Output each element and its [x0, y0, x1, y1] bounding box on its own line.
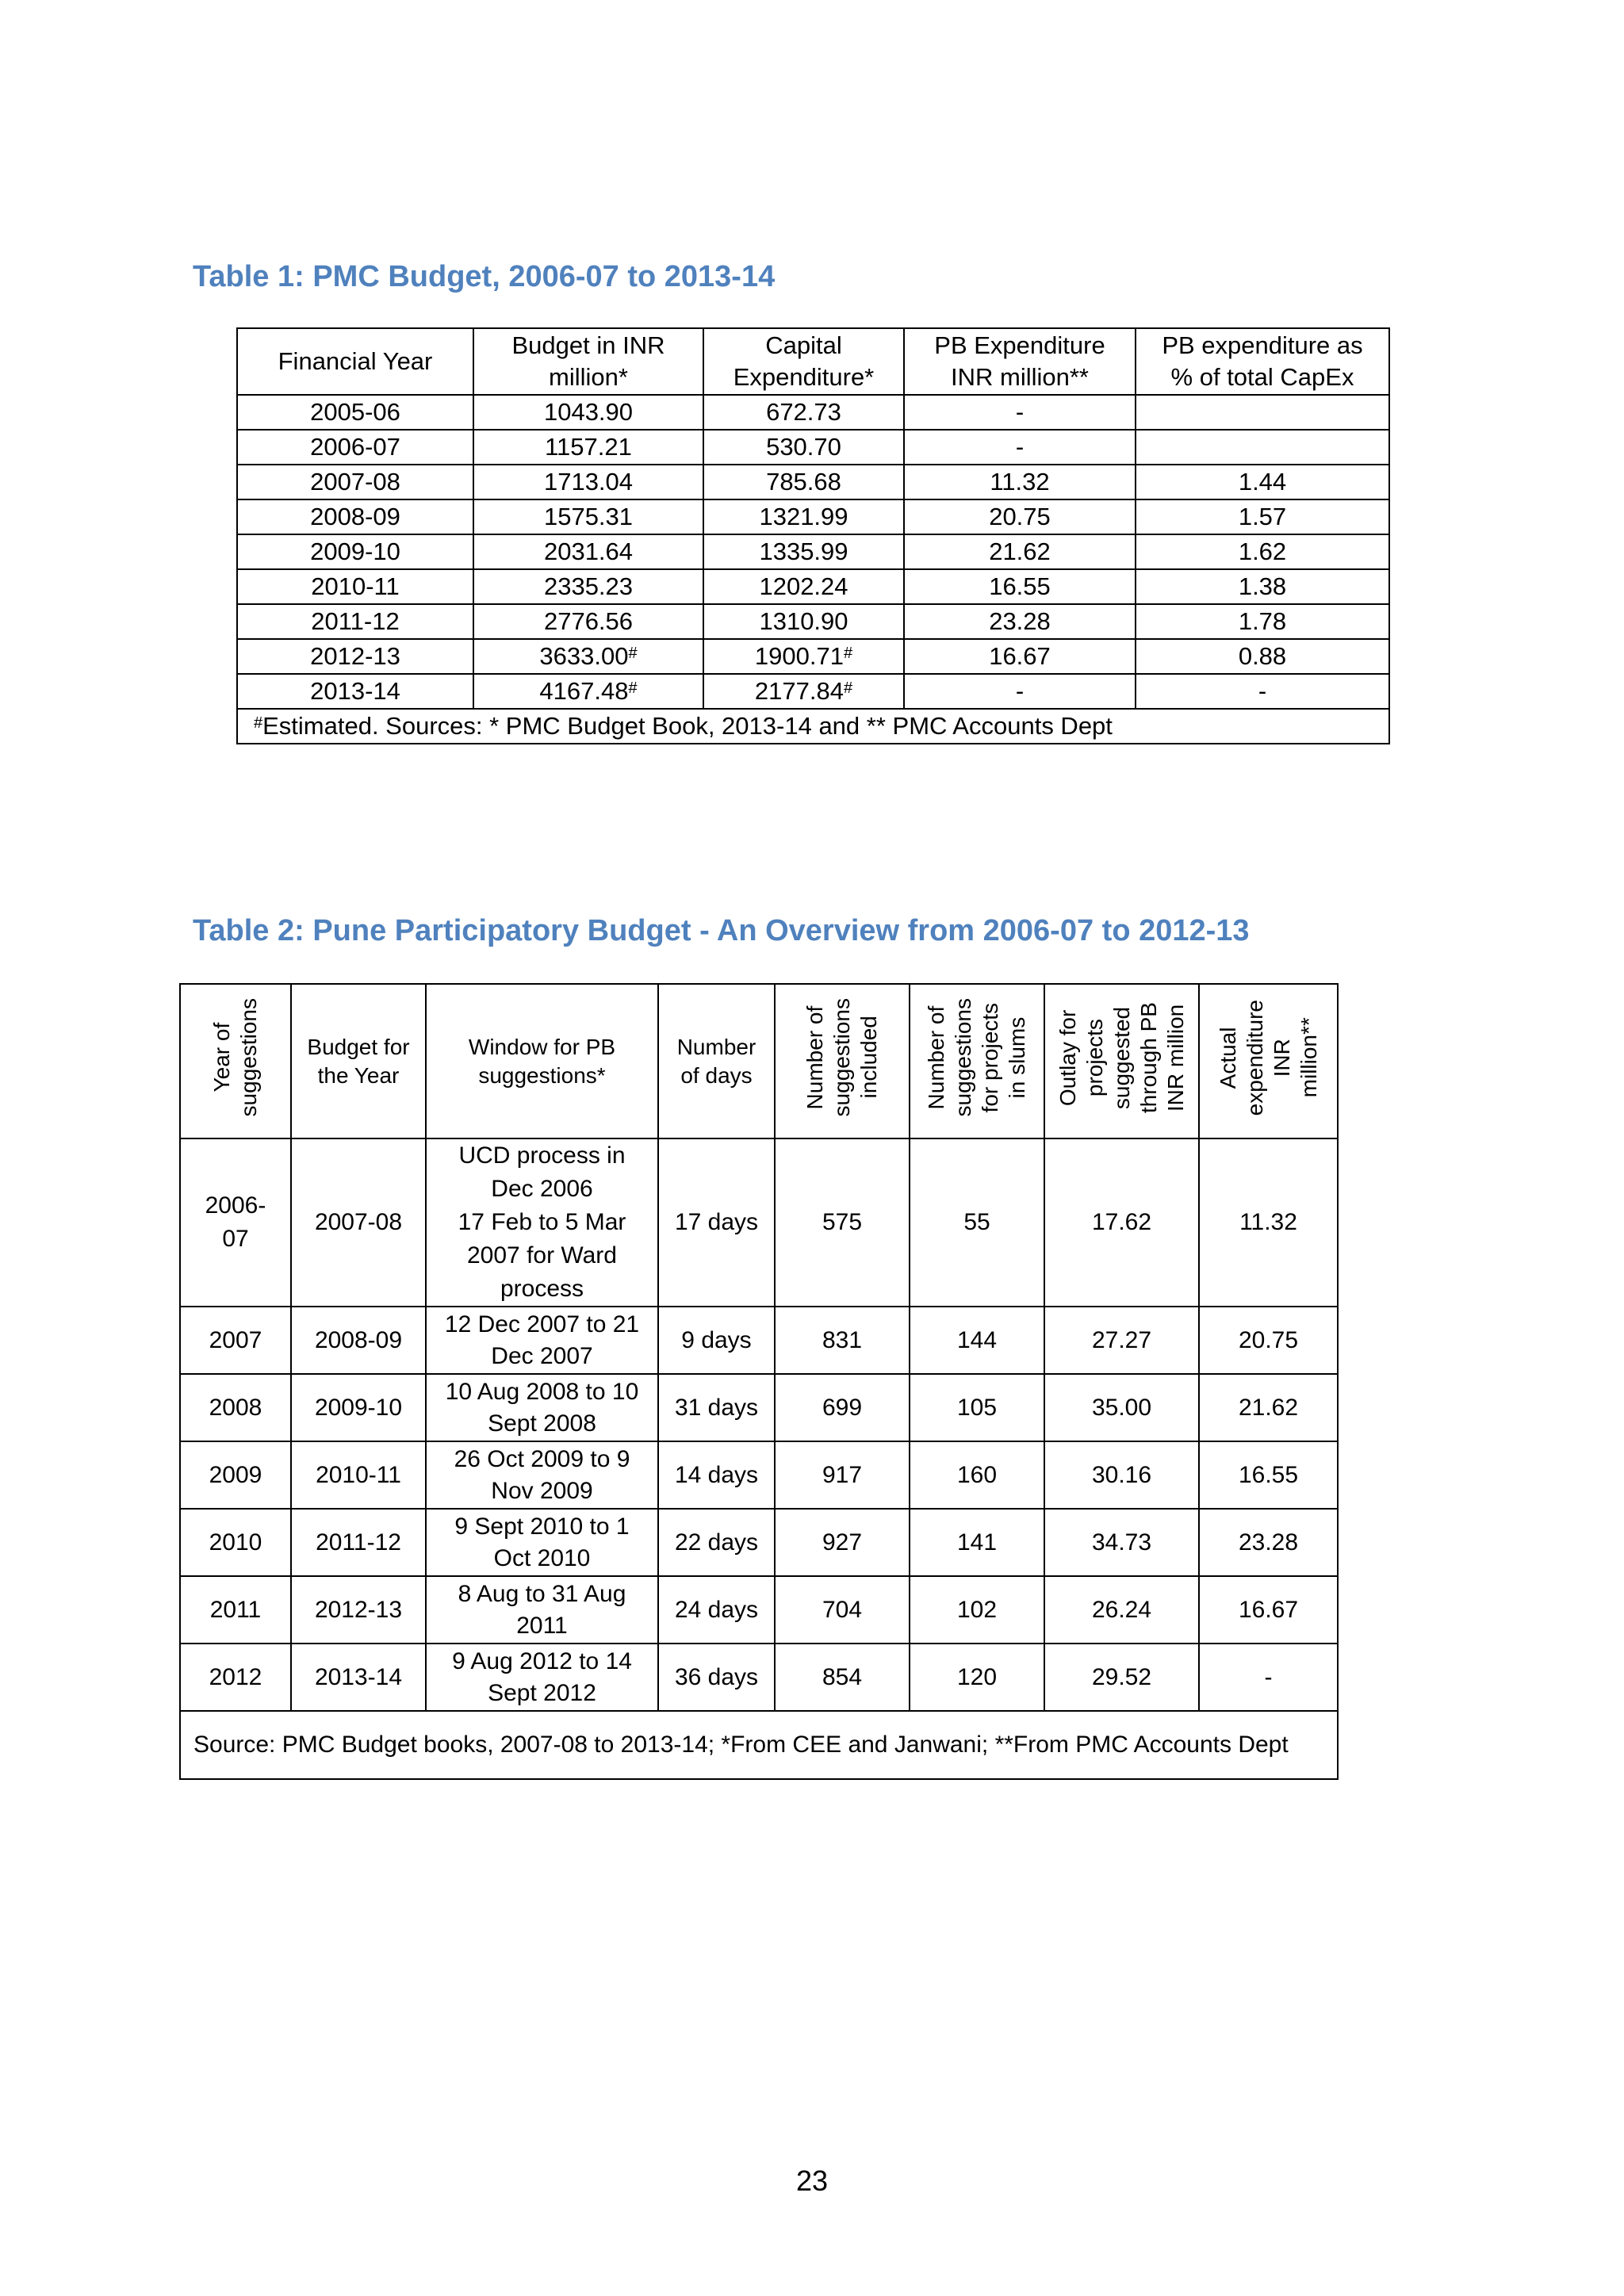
cell-slums: 141 [910, 1509, 1044, 1576]
cell-budget: 2031.64 [473, 534, 703, 569]
cell-pct: 1.38 [1136, 569, 1389, 604]
participatory-budget-table [179, 983, 1339, 1780]
table-row [180, 1307, 1338, 1374]
cell-actual: - [1199, 1644, 1338, 1711]
pmc-budget-table [236, 327, 1390, 744]
cell-window: 9 Aug 2012 to 14 Sept 2012 [426, 1644, 658, 1711]
cell-budget: 2335.23 [473, 569, 703, 604]
cell-slums: 144 [910, 1307, 1044, 1374]
header-capex: Capital Expenditure* [703, 328, 904, 395]
table-row [180, 1138, 1338, 1307]
cell-slums: 160 [910, 1441, 1044, 1509]
header-pb-expenditure: PB Expenditure INR million** [904, 328, 1136, 395]
cell-actual: 23.28 [1199, 1509, 1338, 1576]
cell-year: 2012-13 [237, 639, 473, 674]
cell-slums: 105 [910, 1374, 1044, 1441]
cell-included: 854 [775, 1644, 910, 1711]
cell-capex: 2177.84# [703, 674, 904, 709]
cell-pb: 20.75 [904, 499, 1136, 534]
cell-budget: 3633.00# [473, 639, 703, 674]
cell-window: UCD process in Dec 2006 17 Feb to 5 Mar 2007 for Ward process [426, 1138, 658, 1307]
table1-source-note: #Estimated. Sources: * PMC Budget Book, 2013-14 and ** PMC Accounts Dept [237, 709, 1389, 744]
cell-budget-year: 2012-13 [291, 1576, 426, 1644]
cell-outlay: 34.73 [1044, 1509, 1199, 1576]
header-budget: Budget in INR million* [473, 328, 703, 395]
table-row [237, 639, 1389, 674]
cell-outlay: 27.27 [1044, 1307, 1199, 1374]
cell-year: 2011-12 [237, 604, 473, 639]
cell-window: 8 Aug to 31 Aug 2011 [426, 1576, 658, 1644]
cell-capex: 1335.99 [703, 534, 904, 569]
header-outlay: Outlay for projects suggested through PB INR million [1044, 984, 1199, 1138]
estimate-mark: # [843, 645, 853, 662]
cell-budget: 1575.31 [473, 499, 703, 534]
cell-actual: 20.75 [1199, 1307, 1338, 1374]
table-row [180, 1374, 1338, 1441]
cell-year: 2009 [180, 1441, 291, 1509]
cell-capex: 785.68 [703, 465, 904, 499]
cell-outlay: 26.24 [1044, 1576, 1199, 1644]
estimate-mark: # [628, 679, 638, 697]
header-suggestions-slums: Number of suggestions for projects in slums [910, 984, 1044, 1138]
cell-included: 575 [775, 1138, 910, 1307]
cell-included: 831 [775, 1307, 910, 1374]
cell-pb: 11.32 [904, 465, 1136, 499]
cell-days: 22 days [658, 1509, 775, 1576]
header-number-of-days: Number of days [658, 984, 775, 1138]
header-actual-expenditure: Actual expenditure INR million** [1199, 984, 1338, 1138]
cell-pb: 16.55 [904, 569, 1136, 604]
cell-year: 2010 [180, 1509, 291, 1576]
table2-title: Table 2: Pune Participatory Budget - An Overview from 2006-07 to 2012-13 [193, 914, 1250, 947]
cell-pb: 16.67 [904, 639, 1136, 674]
cell-year: 2011 [180, 1576, 291, 1644]
cell-outlay: 29.52 [1044, 1644, 1199, 1711]
cell-budget-year: 2008-09 [291, 1307, 426, 1374]
cell-slums: 102 [910, 1576, 1044, 1644]
cell-year: 2008-09 [237, 499, 473, 534]
cell-budget: 1713.04 [473, 465, 703, 499]
table2-header-row [180, 984, 1338, 1138]
cell-included: 704 [775, 1576, 910, 1644]
cell-pct [1136, 430, 1389, 465]
cell-pb: - [904, 395, 1136, 430]
cell-days: 36 days [658, 1644, 775, 1711]
cell-days: 17 days [658, 1138, 775, 1307]
cell-year: 2008 [180, 1374, 291, 1441]
cell-budget: 1157.21 [473, 430, 703, 465]
cell-budget-year: 2011-12 [291, 1509, 426, 1576]
cell-capex: 1310.90 [703, 604, 904, 639]
cell-window: 12 Dec 2007 to 21 Dec 2007 [426, 1307, 658, 1374]
table-row [180, 1576, 1338, 1644]
cell-slums: 55 [910, 1138, 1044, 1307]
header-budget-for-year: Budget for the Year [291, 984, 426, 1138]
cell-budget: 2776.56 [473, 604, 703, 639]
cell-days: 14 days [658, 1441, 775, 1509]
cell-capex: 530.70 [703, 430, 904, 465]
cell-budget-year: 2013-14 [291, 1644, 426, 1711]
cell-pb: 23.28 [904, 604, 1136, 639]
table-row [180, 1441, 1338, 1509]
table-row [237, 534, 1389, 569]
cell-capex: 672.73 [703, 395, 904, 430]
estimate-mark: # [254, 714, 263, 732]
cell-capex: 1900.71# [703, 639, 904, 674]
table-row [180, 1644, 1338, 1711]
cell-actual: 16.67 [1199, 1576, 1338, 1644]
cell-budget-year: 2007-08 [291, 1138, 426, 1307]
cell-pb: 21.62 [904, 534, 1136, 569]
cell-pct: 1.62 [1136, 534, 1389, 569]
table-row [237, 604, 1389, 639]
cell-days: 24 days [658, 1576, 775, 1644]
page-number: 23 [795, 2164, 829, 2197]
cell-window: 9 Sept 2010 to 1 Oct 2010 [426, 1509, 658, 1576]
cell-year: 2013-14 [237, 674, 473, 709]
cell-pb: - [904, 674, 1136, 709]
cell-pct: 1.78 [1136, 604, 1389, 639]
table-row [180, 1509, 1338, 1576]
cell-pct: 1.44 [1136, 465, 1389, 499]
cell-budget-year: 2010-11 [291, 1441, 426, 1509]
cell-capex: 1321.99 [703, 499, 904, 534]
cell-included: 917 [775, 1441, 910, 1509]
table-row [237, 430, 1389, 465]
table1-title: Table 1: PMC Budget, 2006-07 to 2013-14 [193, 260, 776, 293]
cell-actual: 21.62 [1199, 1374, 1338, 1441]
header-year-of-suggestions: Year of suggestions [180, 984, 291, 1138]
table-row [237, 465, 1389, 499]
cell-pct: - [1136, 674, 1389, 709]
table2-source-row [180, 1711, 1338, 1779]
table-row [237, 674, 1389, 709]
header-financial-year: Financial Year [237, 328, 473, 395]
cell-year: 2007 [180, 1307, 291, 1374]
header-pb-percent: PB expenditure as % of total CapEx [1136, 328, 1389, 395]
cell-budget: 4167.48# [473, 674, 703, 709]
table1-header-row [237, 328, 1389, 395]
cell-included: 927 [775, 1509, 910, 1576]
cell-window: 26 Oct 2009 to 9 Nov 2009 [426, 1441, 658, 1509]
table2-source-note: Source: PMC Budget books, 2007-08 to 2013-14; *From CEE and Janwani; **From PMC Accounts Dept [180, 1711, 1338, 1779]
estimate-mark: # [843, 679, 853, 697]
cell-outlay: 30.16 [1044, 1441, 1199, 1509]
cell-slums: 120 [910, 1644, 1044, 1711]
cell-pct [1136, 395, 1389, 430]
cell-actual: 11.32 [1199, 1138, 1338, 1307]
cell-outlay: 17.62 [1044, 1138, 1199, 1307]
cell-days: 31 days [658, 1374, 775, 1441]
header-window: Window for PB suggestions* [426, 984, 658, 1138]
cell-budget: 1043.90 [473, 395, 703, 430]
cell-pct: 1.57 [1136, 499, 1389, 534]
estimate-mark: # [628, 645, 638, 662]
cell-year: 2009-10 [237, 534, 473, 569]
cell-budget-year: 2009-10 [291, 1374, 426, 1441]
cell-window: 10 Aug 2008 to 10 Sept 2008 [426, 1374, 658, 1441]
cell-year: 2012 [180, 1644, 291, 1711]
table-row [237, 499, 1389, 534]
table1-source-row [237, 709, 1389, 744]
cell-days: 9 days [658, 1307, 775, 1374]
cell-pb: - [904, 430, 1136, 465]
cell-included: 699 [775, 1374, 910, 1441]
table-row [237, 395, 1389, 430]
cell-pct: 0.88 [1136, 639, 1389, 674]
cell-year: 2005-06 [237, 395, 473, 430]
cell-year: 2006-07 [237, 430, 473, 465]
cell-year: 2010-11 [237, 569, 473, 604]
cell-actual: 16.55 [1199, 1441, 1338, 1509]
cell-capex: 1202.24 [703, 569, 904, 604]
header-suggestions-included: Number of suggestions included [775, 984, 910, 1138]
cell-outlay: 35.00 [1044, 1374, 1199, 1441]
table-row [237, 569, 1389, 604]
cell-year: 2007-08 [237, 465, 473, 499]
cell-year: 2006- 07 [180, 1138, 291, 1307]
